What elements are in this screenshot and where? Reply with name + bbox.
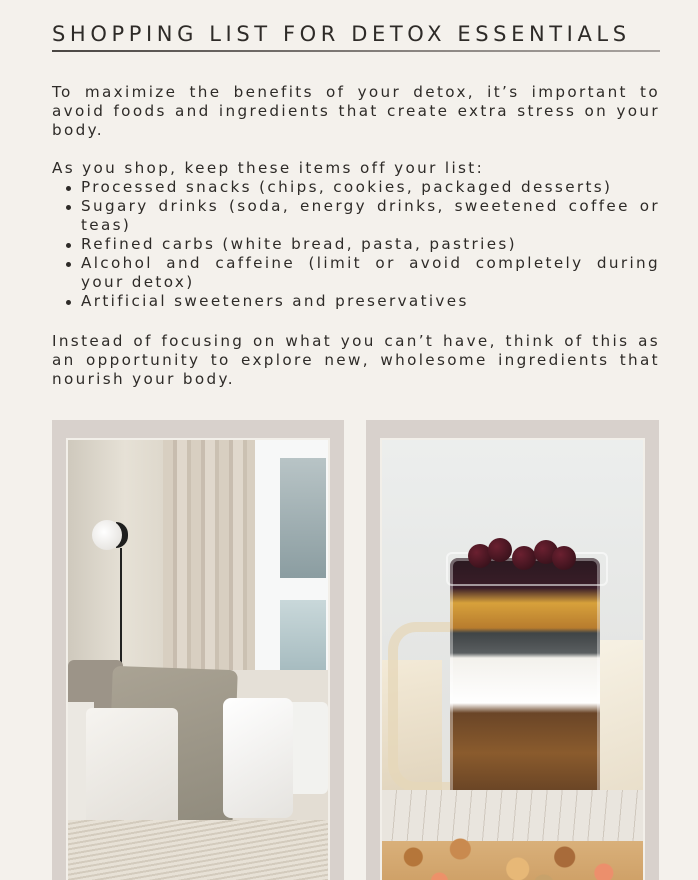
list-item: Alcohol and caffeine (limit or avoid completely during your detox) (52, 254, 660, 292)
closing-paragraph: Instead of focusing on what you can’t have, think of this as an opportunity to explore new, wholesome ingredients that nourish your body. (52, 332, 660, 388)
title-divider (52, 50, 660, 52)
granola-pile (382, 825, 643, 880)
pillow (223, 698, 293, 818)
page-title: SHOPPING LIST FOR DETOX ESSENTIALS (52, 22, 631, 46)
cherries (468, 538, 578, 568)
lamp-cord (120, 548, 122, 668)
list-lead-text: As you shop, keep these items off your list: (52, 159, 485, 177)
wall (68, 440, 163, 680)
window-pane (280, 600, 326, 670)
intro-paragraph: To maximize the benefits of your detox, it’s important to avoid foods and ingredients that create extra stress on your body. (52, 83, 660, 139)
list-item: Artificial sweeteners and preservatives (52, 292, 660, 311)
parfait-photo-frame (366, 420, 659, 880)
parfait-photo (380, 438, 645, 880)
mason-jar (450, 558, 600, 808)
wall-lamp-icon (92, 520, 122, 550)
window-pane (280, 458, 326, 578)
cherry-icon (552, 546, 576, 570)
avoid-items-list (52, 178, 660, 311)
list-item: Processed snacks (chips, cookies, packaged desserts) (52, 178, 660, 197)
sofa-seat (68, 820, 328, 880)
cherry-icon (512, 546, 536, 570)
living-room-photo-frame (52, 420, 344, 880)
cherry-icon (488, 538, 512, 562)
living-room-photo (66, 438, 330, 880)
list-item: Sugary drinks (soda, energy drinks, sweetened coffee or teas) (52, 197, 660, 235)
list-item: Refined carbs (white bread, pasta, pastries) (52, 235, 660, 254)
curtain (163, 440, 258, 680)
